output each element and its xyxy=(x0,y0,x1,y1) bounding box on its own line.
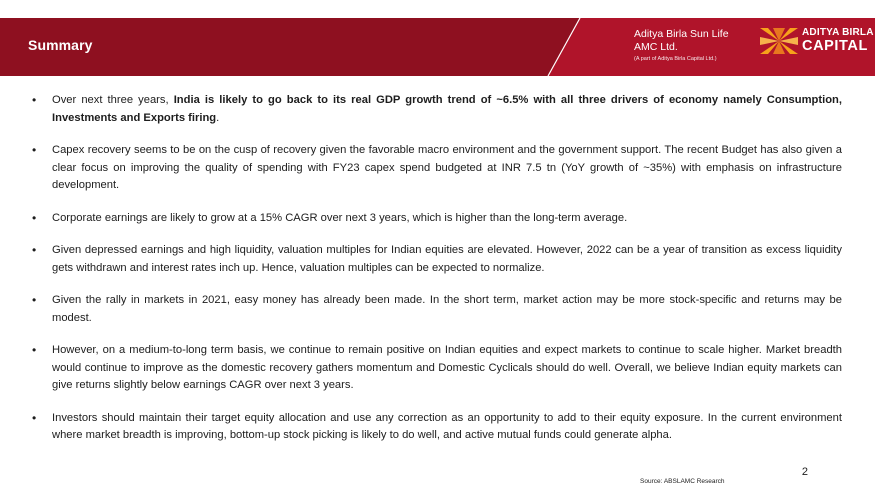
page-title: Summary xyxy=(28,37,93,53)
bullet-item-valuation-multiples: • Given depressed earnings and high liquidity, valuation multiples for Indian equities are elevated. However, 2022 can be a year of transition as excess liquidity gets withdrawn and interest rates inch up. Hence, valuation multiples can be expected to normalize. xyxy=(32,242,842,277)
source-note: Source: ABSLAMC Research xyxy=(640,478,725,485)
amc-name-line2: AMC Ltd. xyxy=(634,41,678,53)
amc-name-line1: Aditya Birla Sun Life xyxy=(634,28,729,40)
sun-logo-icon xyxy=(760,28,798,54)
bullet-item-medium-term-outlook: • However, on a medium-to-long term basis, we continue to remain positive on Indian equities and expect markets to continue to scale higher. Market breadth would continue to improve as the domestic recovery gathers momentum and Domestic Cyclicals should do well. Overall, we believe Indian equity markets can give returns slightly below earnings CAGR over next 3 years. xyxy=(32,342,842,395)
amc-brand xyxy=(634,28,729,63)
bullet-item-corporate-earnings: • Corporate earnings are likely to grow at a 15% CAGR over next 3 years, which is higher than the long-term average. xyxy=(32,210,842,228)
summary-bullet-list xyxy=(32,92,842,445)
logo-line2: CAPITAL xyxy=(802,38,868,55)
logo-wordmark xyxy=(802,28,874,54)
aditya-birla-capital-logo xyxy=(760,28,874,54)
page-number: 2 xyxy=(801,466,808,478)
bullet-item-market-rally: • Given the rally in markets in 2021, easy money has already been made. In the short term, market action may be more stock-specific and returns may be modest. xyxy=(32,292,842,327)
bullet-item-investor-advice: • Investors should maintain their target equity allocation and use any correction as an opportunity to add to their equity exposure. In the current environment where market breadth is improving, bottom-up stock picking is likely to do well, and active mutual funds could generate alpha. xyxy=(32,410,842,445)
brand-block xyxy=(620,18,875,76)
amc-subtitle: (A part of Aditya Birla Capital Ltd.) xyxy=(634,56,717,62)
bullet-item-gdp-growth: • Over next three years, India is likely to go back to its real GDP growth trend of ~6.5% with all three drivers of economy namely Consumption, Investments and Exports firing. xyxy=(32,92,842,127)
bullet-item-capex-recovery: • Capex recovery seems to be on the cusp of recovery given the favorable macro environment and the government support. The recent Budget has also given a clear focus on improving the quality of spending with FY23 capex spend budgeted at INR 7.5 tn (YoY growth of ~35%) with emphasis on infrastructure development. xyxy=(32,142,842,195)
logo-line1: ADITYA BIRLA xyxy=(802,27,874,39)
bullet-item-gdp-growth-bold: India is likely to go back to its real GDP growth trend of ~6.5% with all three drivers of economy namely Consumption, Investments and Exports firing xyxy=(52,94,842,124)
header-slant-divider xyxy=(540,18,620,76)
